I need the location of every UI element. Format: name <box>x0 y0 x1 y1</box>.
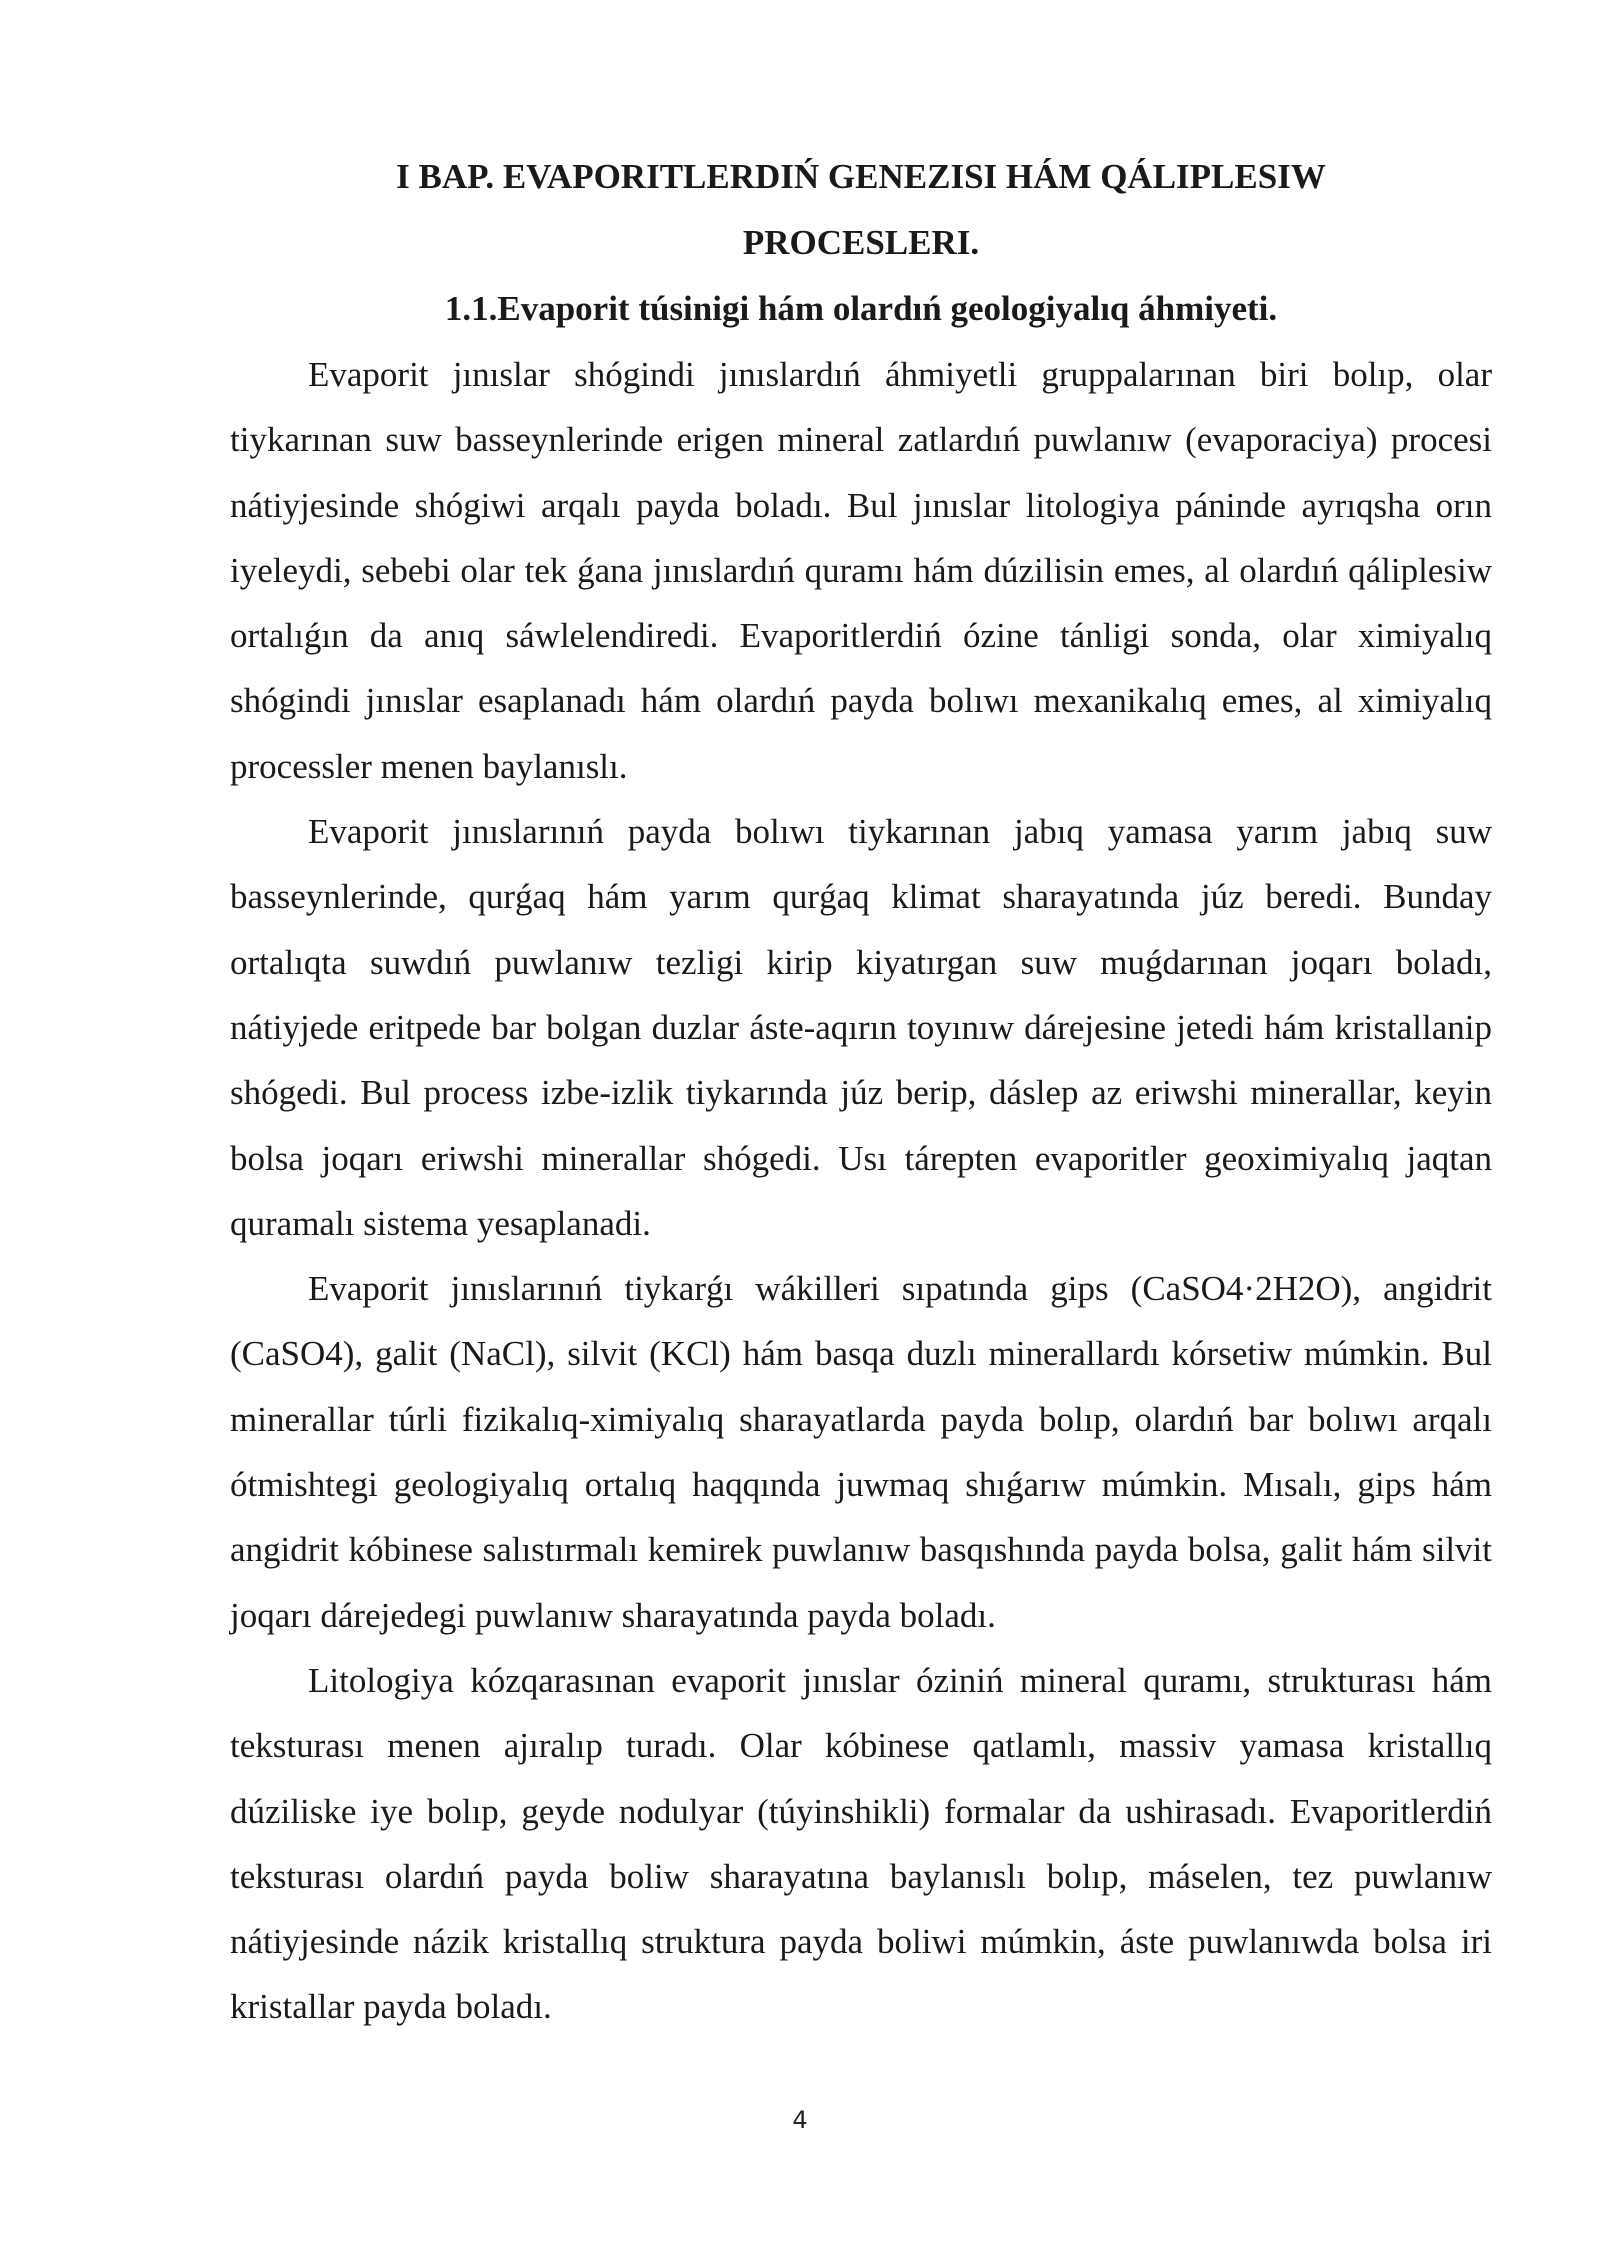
paragraph-3: Evaporit jınıslarınıń tiykarǵı wákilleri sıpatında gips (CaSO4·2H2O), angidrit (CaSO4), galit (NaCl), silvit (KCl) hám basqa duzlı minerallardı kórsetiw múmkin. Bul minerallar túrli fizikalıq-ximiyalıq sharayatlarda payda bolıp, olardıń bar bolıwı arqalı ótmishtegi geologiyalıq ortalıq haqqında juwmaq shıǵarıw múmkin. Mısalı, gips hám angidrit kóbinese salıstırmalı kemirek puwlanıw basqıshında payda bolsa, galit hám silvit joqarı dárejedegi puwlanıw sharayatında payda boladı. <box>230 1269 1492 1635</box>
paragraph-4: Litologiya kózqarasınan evaporit jınıslar óziniń mineral quramı, strukturası hám teksturası menen ajıralıp turadı. Olar kóbinese qatlamlı, massiv yamasa kristallıq dúziliske iye bolıp, geyde nodulyar (túyinshikli) formalar da ushirasadı. Evaporitlerdiń teksturası olardıń payda boliw sharayatına baylanıslı bolıp, máselen, tez puwlanıw nátiyjesinde názik kristallıq struktura payda boliwi múmkin, áste puwlanıwda bolsa iri kristallar payda boladı. <box>230 1660 1492 2027</box>
paragraph-1: Evaporit jınıslar shógindi jınıslardıń áhmiyetli gruppalarınan biri bolıp, olar tiykarınan suw basseynlerinde erigen mineral zatlardıń puwlanıw (evaporaciya) procesi nátiyjesinde shógiwi arqalı payda boladı. Bul jınıslar litologiya páninde ayrıqsha orın iyeleydi, sebebi olar tek ǵana jınıslardıń quramı hám dúzilisin emes, al olardıń qáliplesiw ortalıǵın da anıq sáwlelendiredi. Evaporitlerdiń ózine tánligi sonda, olar ximiyalıq shógindi jınıslar esaplanadı hám olardıń payda bolıwı mexanikalıq emes, al ximiyalıq processler menen baylanıslı. <box>230 355 1492 786</box>
chapter-title: I BAP. EVAPORITLERDIŃ GENEZISI HÁM QÁLIPLESIW PROCESLERI. <box>396 157 1326 262</box>
paragraph-2: Evaporit jınıslarınıń payda bolıwı tiykarınan jabıq yamasa yarım jabıq suw basseynlerinde, qurǵaq hám yarım qurǵaq klimat sharayatında júz beredi. Bunday ortalıqta suwdıń puwlanıw tezligi kirip kiyatırgan suw muǵdarınan joqarı boladı, nátiyjede eritpede bar bolgan duzlar áste-aqırın toyınıw dárejesine jetedi hám kristallanip shógedi. Bul process izbe-izlik tiykarında júz berip, dáslep az eriwshi minerallar, keyin bolsa joqarı eriwshi minerallar shógedi. Usı tárepten evaporitler geoximiyalıq jaqtan quramalı sistema yesaplanadi. <box>230 812 1492 1243</box>
section-title: 1.1.Evaporit túsinigi hám olardıń geologiyalıq áhmiyeti. <box>444 289 1278 328</box>
page-number: 4 <box>792 2106 808 2134</box>
page-content <box>230 144 1492 2040</box>
